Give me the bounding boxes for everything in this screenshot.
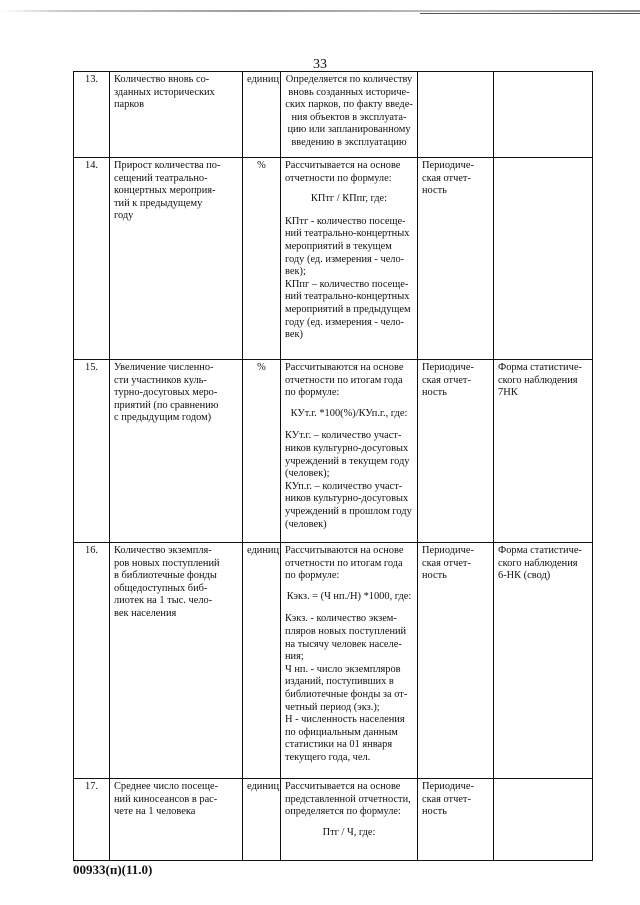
text-line: Определяется по количеству — [285, 74, 413, 85]
indicator-name — [110, 360, 243, 543]
indicator-name — [110, 543, 243, 779]
text-line: ния; — [285, 651, 304, 663]
text-line: по формуле: — [285, 387, 340, 399]
text-line: с предыдущим годом) — [114, 412, 212, 424]
unit-of-measure: % — [243, 158, 281, 360]
text-line: ность — [422, 387, 447, 399]
formula: КУт.г. *100(%)/КУп.г., где: — [290, 407, 408, 419]
text-line: приятий (по сравнению — [114, 399, 219, 411]
text-line: Увеличение численно- — [114, 362, 214, 373]
text-line: по формуле: — [285, 570, 340, 582]
text-line: ность — [422, 185, 447, 197]
text-line: Рассчитываются на основе — [285, 545, 404, 556]
text-line: году (ед. измерения - чело- — [285, 316, 405, 328]
text-line: мероприятий в предыдущем — [285, 303, 411, 315]
text-line: век); — [285, 266, 306, 278]
table-row — [74, 360, 593, 543]
text-line: ская отчет- — [422, 557, 471, 569]
text-line: статистики на 01 января — [285, 739, 393, 751]
data-source — [494, 360, 593, 543]
periodicity — [418, 779, 494, 861]
text-line: ников культурно-досуговых — [285, 493, 409, 505]
text-line: ния объектов в эксплуата- — [291, 111, 407, 123]
data-source — [494, 543, 593, 779]
indicators-table — [73, 71, 593, 861]
text-line: ний театрально-концертных — [285, 228, 410, 240]
calculation-method — [281, 779, 418, 861]
text-line: Количество экземпля- — [114, 545, 212, 556]
text-line: учреждений в текущем году — [285, 455, 410, 467]
row-number: 16. — [74, 543, 110, 779]
text-line: Рассчитывается на основе — [285, 160, 401, 171]
unit-of-measure: единиц — [243, 779, 281, 861]
text-line: ров новых поступлений — [114, 557, 220, 569]
text-line: определяется по формуле: — [285, 806, 401, 818]
text-line: по официальным данным — [285, 726, 398, 738]
calculation-method — [281, 360, 418, 543]
text-line: ская отчет- — [422, 172, 471, 184]
text-line: турно-досуговых меро- — [114, 387, 218, 399]
text-line: отчетности по формуле: — [285, 172, 392, 184]
table-row — [74, 72, 593, 158]
unit-of-measure: % — [243, 360, 281, 543]
indicator-name — [110, 72, 243, 158]
text-line: цию или запланированному — [287, 124, 411, 136]
text-line: Форма статистиче- — [498, 362, 582, 373]
text-line: мероприятий в текущем — [285, 240, 392, 252]
data-source — [494, 779, 593, 861]
table-row — [74, 543, 593, 779]
text-line: КУп.г. – количество участ- — [285, 480, 403, 492]
text-line: век населения — [114, 607, 177, 619]
periodicity — [418, 543, 494, 779]
text-line: Ч нп. - число экземпляров — [285, 663, 401, 675]
formula: КПтг / КПпг, где: — [310, 193, 388, 205]
unit-of-measure: единиц — [243, 543, 281, 779]
text-line: Форма статистиче- — [498, 545, 582, 556]
text-line: Периодиче- — [422, 160, 474, 171]
text-line: ских парков, по факту введе- — [285, 99, 413, 111]
text-line: ская отчет- — [422, 374, 471, 386]
text-line: Рассчитывается на основе — [285, 781, 401, 792]
table-row — [74, 158, 593, 360]
indicator-name — [110, 779, 243, 861]
text-line: (человек) — [285, 518, 327, 530]
text-line: 6-НК (свод) — [498, 570, 551, 582]
text-line: ская отчет- — [422, 793, 471, 805]
text-line: век) — [285, 329, 303, 341]
text-line: парков — [114, 99, 144, 111]
text-line: сещений театрально- — [114, 172, 208, 184]
periodicity — [418, 72, 494, 158]
footer-doc-code: 00933(п)(11.0) — [73, 862, 153, 877]
text-line: ского наблюдения — [498, 557, 578, 569]
text-line: четный период (экз.); — [285, 701, 380, 713]
text-line: на тысячу человек населе- — [285, 638, 402, 650]
text-line: лиотек на 1 тыс. чело- — [114, 595, 213, 607]
text-line: Кэкз. - количество экзем- — [285, 613, 397, 625]
calculation-method — [281, 543, 418, 779]
formula: Птг / Ч, где: — [322, 826, 376, 838]
row-number: 14. — [74, 158, 110, 360]
text-line: вновь созданных историче- — [288, 86, 410, 98]
text-line: библиотечные фонды за от- — [285, 688, 408, 700]
text-line: Рассчитываются на основе — [285, 362, 404, 373]
data-source — [494, 72, 593, 158]
text-line: в библиотечные фонды — [114, 570, 217, 582]
periodicity — [418, 360, 494, 543]
unit-of-measure: единиц — [243, 72, 281, 158]
text-line: КПтг - количество посеще- — [285, 215, 406, 227]
text-line: зданных исторических — [114, 86, 215, 98]
row-number: 13. — [74, 72, 110, 158]
text-line: году — [114, 210, 134, 222]
text-line: введению в эксплуатацию — [291, 136, 407, 148]
calculation-method — [281, 72, 418, 158]
text-line: Периодиче- — [422, 362, 474, 373]
text-line: текущего года, чел. — [285, 751, 371, 763]
text-line: Периодиче- — [422, 781, 474, 792]
text-line: отчетности по итогам года — [285, 374, 403, 386]
text-line: ний киносеансов в рас- — [114, 793, 218, 805]
text-line: ского наблюдения — [498, 374, 578, 386]
text-line: КПпг – количество посеще- — [285, 278, 409, 290]
text-line: ность — [422, 570, 447, 582]
text-line: Среднее число посеще- — [114, 781, 219, 792]
text-line: пляров новых поступлений — [285, 625, 407, 637]
text-line: изданий, поступивших в — [285, 676, 394, 688]
formula: Кэкз. = (Ч нп./Н) *1000, где: — [286, 590, 412, 602]
text-line: (человек); — [285, 468, 330, 480]
data-source — [494, 158, 593, 360]
row-number: 15. — [74, 360, 110, 543]
text-line: тий к предыдущему — [114, 197, 203, 209]
text-line: чете на 1 человека — [114, 806, 196, 818]
text-line: КУт.г. – количество участ- — [285, 430, 402, 442]
text-line: сти участников куль- — [114, 374, 207, 386]
text-line: отчетности по итогам года — [285, 557, 403, 569]
text-line: ников культурно-досуговых — [285, 442, 409, 454]
text-line: Прирост количества по- — [114, 160, 221, 171]
text-line: году (ед. измерения - чело- — [285, 253, 405, 265]
text-line: Н - численность населения — [285, 714, 405, 726]
text-line: представленной отчетности, — [285, 793, 411, 805]
text-line: учреждений в прошлом году — [285, 505, 412, 517]
text-line: общедоступных биб- — [114, 582, 208, 594]
text-line: ний театрально-концертных — [285, 291, 410, 303]
text-line: концертных мероприя- — [114, 185, 216, 197]
text-line: Количество вновь со- — [114, 74, 210, 85]
calculation-method — [281, 158, 418, 360]
text-line: 7НК — [498, 387, 518, 399]
indicator-name — [110, 158, 243, 360]
scan-edge-line — [420, 13, 640, 14]
periodicity — [418, 158, 494, 360]
page-number: 33 — [313, 57, 327, 72]
text-line: ность — [422, 806, 447, 818]
text-line: Периодиче- — [422, 545, 474, 556]
row-number: 17. — [74, 779, 110, 861]
scan-edge — [0, 10, 640, 12]
table-row — [74, 779, 593, 861]
